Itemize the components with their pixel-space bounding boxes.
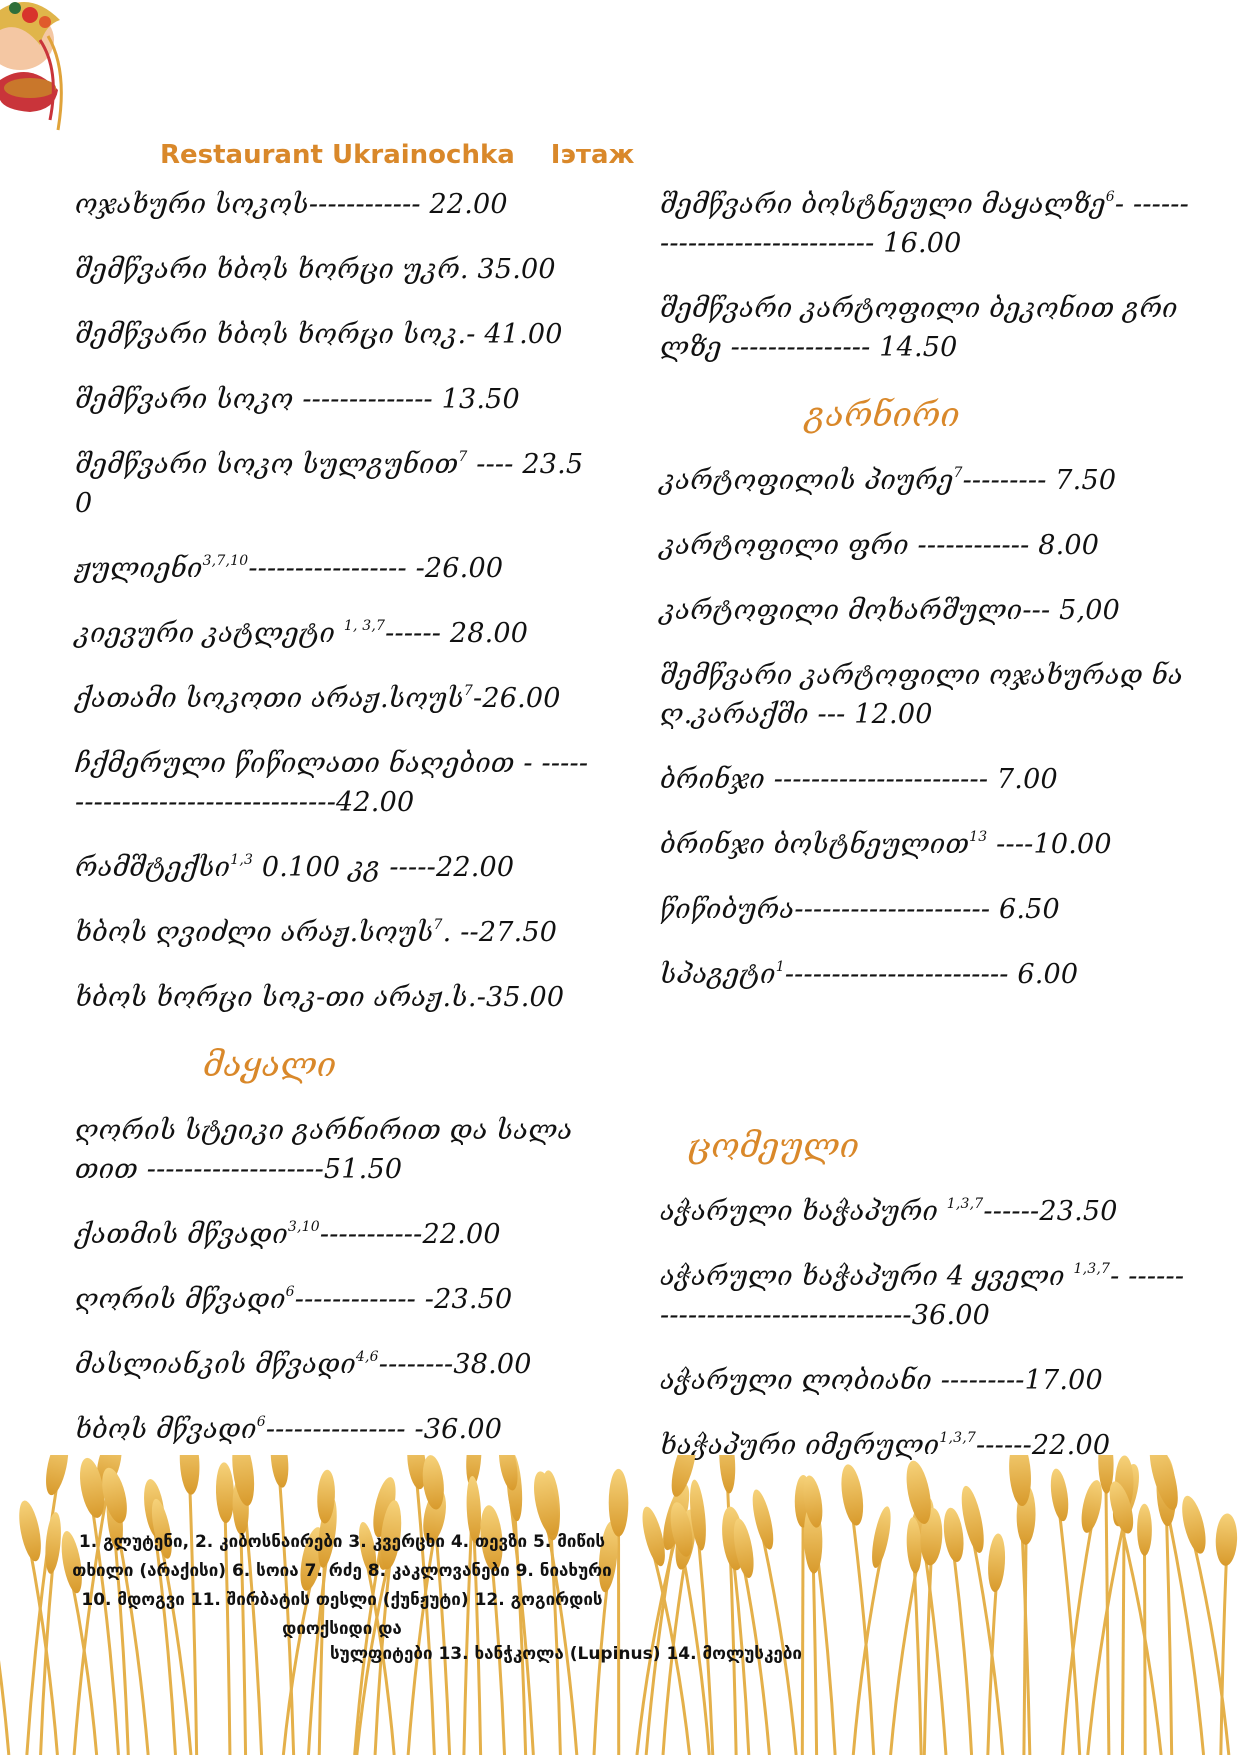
wheat-ear xyxy=(718,1455,737,1494)
restaurant-name: Restaurant Ukrainochka xyxy=(160,140,515,170)
menu-item: შემწვარი კარტოფილი ოჯახურად ნაღ.კარაქში --- 12.00 xyxy=(660,660,1184,730)
item-price: --------------- -36.00 xyxy=(265,1414,503,1445)
allergen-sup: 1,3,7 xyxy=(1073,1261,1111,1277)
menu-item: შემწვარი ხბოს ხორცი სოკ.- 41.00 xyxy=(75,319,563,350)
menu-item xyxy=(660,1257,1190,1335)
allergen-sup: 13 xyxy=(969,829,988,845)
allergen-legend: 1. გლუტენი, 2. კიბოსნაირები 3. კვერცხი 4. თევზი 5. მიწის თხილი (არაქისი) 6. სოია 7. რძე 8. კაკლოვანები 9. ნიახური 10. მდოგვი 11. შირბატის თესლი (ქუნჟუტი) 12. გოგირდის დიოქსიდი და xyxy=(72,1532,612,1639)
menu-item: ბრინჯი ----------------------- 7.00 xyxy=(660,764,1058,795)
menu-item xyxy=(75,679,595,718)
item-price: - ----------------------------- 16.00 xyxy=(660,189,1189,259)
item-name: შემწვარი სოკო სულგუნით xyxy=(75,449,459,480)
item-name: რამშტექსი xyxy=(75,852,231,883)
girl-illustration-icon xyxy=(0,0,70,140)
item-price: 0.100 კგ -----22.00 xyxy=(253,852,515,883)
allergen-sup: 1,3,7 xyxy=(939,1430,976,1446)
item-price: ---- 23.50 xyxy=(75,449,584,519)
wheat-stalk xyxy=(954,1553,972,1755)
item-name: მასლიანკის მწვადი xyxy=(75,1349,356,1380)
item-name: ქათამი სოკოთი არაჟ.სოუს xyxy=(75,683,464,714)
allergen-sup: 3,10 xyxy=(287,1219,320,1235)
wheat-ear xyxy=(748,1488,777,1552)
menu-item xyxy=(75,848,595,887)
allergen-sup: 4,6 xyxy=(355,1349,379,1365)
menu-item xyxy=(75,549,595,588)
item-name: აჭარული ხაჭაპური xyxy=(660,1196,947,1227)
item-name: ხბოს ღვიძლი არაჟ.სოუს xyxy=(75,917,434,948)
wheat-ear xyxy=(1137,1504,1152,1556)
allergen-sup: 3,7,10 xyxy=(202,553,249,569)
wheat-ear xyxy=(42,1455,73,1497)
wheat-stalk xyxy=(802,1519,803,1755)
menu-item xyxy=(660,1192,1190,1231)
item-name: კიევური კატლეტი xyxy=(75,618,344,649)
allergen-sup: 1,3,7 xyxy=(946,1196,984,1212)
item-name: ღორის მწვადი xyxy=(75,1284,286,1315)
allergen-sup: 6 xyxy=(1105,189,1115,205)
item-price: ------22.00 xyxy=(975,1430,1111,1461)
item-price: ------23.50 xyxy=(983,1196,1118,1227)
item-price: ----10.00 xyxy=(987,829,1112,860)
wheat-stalk xyxy=(1121,1525,1161,1755)
wheat-ear xyxy=(986,1533,1006,1593)
item-price: ----------------- -26.00 xyxy=(248,553,504,584)
allergen-sup: 7 xyxy=(463,683,473,699)
menu-item xyxy=(660,461,1190,500)
menu-item xyxy=(660,955,1190,994)
item-price: ------------- -23.50 xyxy=(294,1284,513,1315)
floor-label: Iэтаж xyxy=(550,140,635,170)
restaurant-header xyxy=(160,140,634,170)
wheat-ear xyxy=(178,1455,201,1495)
menu-item xyxy=(75,913,595,952)
menu-item: კარტოფილი მოხარშული--- 5,00 xyxy=(660,595,1120,626)
menu-item: ღორის სტეიკი გარნირით და სალათით -------------------51.50 xyxy=(75,1115,573,1185)
item-name: ხბოს მწვადი xyxy=(75,1414,257,1445)
menu-item: ჩქმერული წიწილათი ნაღებით - ---------------------------------42.00 xyxy=(75,748,589,818)
item-price: -26.00 xyxy=(473,683,561,714)
wheat-ear xyxy=(868,1505,894,1569)
allergen-legend-continued: სულფიტები 13. ხანჭკოლა (Lupinus) 14. მოლუსკები xyxy=(330,1644,802,1664)
wheat-stalk xyxy=(1060,1513,1080,1755)
menu-item xyxy=(75,1280,595,1319)
allergen-sup: 7 xyxy=(458,449,468,465)
item-price: --------38.00 xyxy=(378,1349,532,1380)
menu-item: ოჯახური სოკოს------------ 22.00 xyxy=(75,189,508,220)
menu-item: შემწვარი სოკო -------------- 13.50 xyxy=(75,384,520,415)
item-name: აჭარული ხაჭაპური 4 ყველი xyxy=(660,1261,1074,1292)
wheat-stalk xyxy=(1144,1548,1145,1755)
allergen-sup: 1 xyxy=(775,959,785,975)
menu-item: აჭარული ლობიანი ---------17.00 xyxy=(660,1365,1103,1396)
item-name: ბრინჯი ბოსტნეულით xyxy=(660,829,970,860)
menu-item: ხბოს ხორცი სოკ-თი არაჟ.ს.-35.00 xyxy=(75,982,565,1013)
allergen-sup: 1, 3,7 xyxy=(343,618,386,634)
wheat-ear xyxy=(215,1462,235,1523)
menu-item xyxy=(75,1215,595,1254)
menu-item xyxy=(75,1345,595,1384)
wheat-stalk xyxy=(1106,1481,1109,1755)
item-price: ------ 28.00 xyxy=(385,618,529,649)
item-name: სპაგეტი xyxy=(660,959,776,990)
menu-item xyxy=(75,445,595,523)
allergen-sup: 7 xyxy=(433,917,443,933)
wheat-stalk xyxy=(0,1537,9,1755)
section-title-tsomeuli: ცომეული xyxy=(688,1126,860,1166)
wheat-ear xyxy=(15,1499,45,1563)
wheat-ear xyxy=(1177,1494,1210,1556)
left-column xyxy=(75,185,595,1475)
wheat-ear xyxy=(609,1469,629,1537)
wheat-ear xyxy=(838,1463,867,1527)
section-title-mayali: მაყალი xyxy=(203,1045,337,1085)
allergen-sup: 6 xyxy=(256,1414,266,1430)
menu-item xyxy=(75,614,595,653)
wheat-ear xyxy=(1078,1478,1106,1534)
item-name: შემწვარი ბოსტნეული მაყალზე xyxy=(660,189,1106,220)
item-name: კარტოფილის პიურე xyxy=(660,465,954,496)
item-name: ხაჭაპური იმერული xyxy=(660,1430,940,1461)
menu-item xyxy=(75,1410,595,1449)
menu-item: კარტოფილი ფრი ------------ 8.00 xyxy=(660,530,1100,561)
item-price: ------------------------ 6.00 xyxy=(784,959,1079,990)
allergen-sup: 7 xyxy=(953,465,963,481)
item-price: -----------22.00 xyxy=(319,1219,501,1250)
wheat-ear xyxy=(1215,1513,1238,1566)
wheat-ear xyxy=(268,1455,290,1488)
wheat-ear xyxy=(941,1507,966,1564)
item-name: ქათმის მწვადი xyxy=(75,1219,288,1250)
menu-item xyxy=(660,825,1190,864)
item-price: . --27.50 xyxy=(442,917,558,948)
item-price: - ---------------------------------36.00 xyxy=(660,1261,1185,1331)
menu-item: შემწვარი ხბოს ხორცი უკრ. 35.00 xyxy=(75,254,556,285)
item-price: --------- 7.50 xyxy=(962,465,1117,496)
allergen-sup: 6 xyxy=(285,1284,295,1300)
wheat-stalk xyxy=(1166,1509,1171,1755)
section-title-garniri: გარნირი xyxy=(805,395,960,435)
menu-item: შემწვარი კარტოფილი ბეკონით გრილზე --------------- 14.50 xyxy=(660,293,1178,363)
menu-item: წიწიბურა--------------------- 6.50 xyxy=(660,894,1060,925)
right-column xyxy=(660,185,1190,1491)
item-name: ჟულიენი xyxy=(75,553,203,584)
allergen-sup: 1,3 xyxy=(230,852,254,868)
wheat-ear xyxy=(1048,1468,1071,1523)
menu-item xyxy=(660,185,1190,263)
